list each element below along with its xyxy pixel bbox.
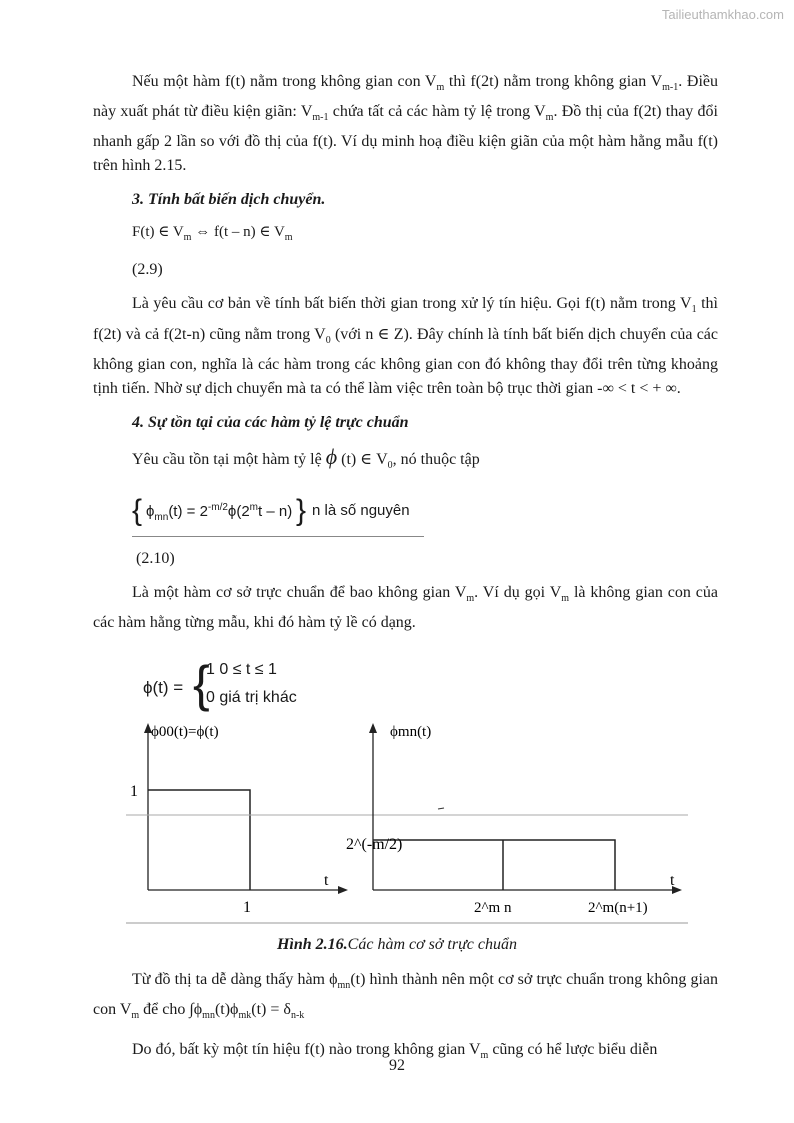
equation-number-2-10: (2.10) bbox=[136, 549, 175, 567]
left-axis-t: t bbox=[324, 872, 329, 889]
page-number: 92 bbox=[389, 1057, 405, 1074]
heading-orthonormal-scaling: 4. Sự tồn tại của các hàm tỷ lệ trực chuẩn bbox=[132, 413, 409, 431]
left-chart-label: ϕ00(t)=ϕ(t) bbox=[151, 724, 219, 740]
watermark: Tailieuthamkhao.com bbox=[661, 7, 784, 22]
right-chart-label: ϕmn(t) bbox=[390, 724, 432, 740]
piecewise-lhs: ϕ(t) = bbox=[143, 678, 184, 698]
left-x-tick: 1 bbox=[243, 899, 251, 916]
paragraph-orthonormal-basis: Từ đồ thị ta dễ dàng thấy hàm $\phi_{mn}(t)$ hình thành nên một cơ sở trực chuẩn trong không gian con $V_m$ để cho $\int\phi_{mn}(t)\phi_{mk}(t) = \delta_{n-k}$ bbox=[93, 971, 718, 1022]
piecewise-definition bbox=[143, 656, 718, 721]
equation-2-9: F(t) ∈ $V_m$ ⇔ f(t – n) ∈ $V_m$ bbox=[132, 224, 293, 244]
left-x-arrow-icon bbox=[338, 886, 348, 894]
stray-mark bbox=[438, 808, 444, 809]
paragraph-representation: Do đó, bất kỳ một tín hiệu f(t) nào trong không gian $V_m$ cũng có hể lược biểu diễn bbox=[132, 1041, 658, 1062]
left-y-tick: 1 bbox=[130, 783, 138, 800]
right-brace: } bbox=[296, 493, 307, 527]
figure-caption: Hình 2.16.Các hàm cơ sở trực chuẩn bbox=[276, 936, 518, 953]
equation-number-2-9: (2.9) bbox=[132, 261, 163, 279]
right-y-tick: 2^(-m/2) bbox=[346, 836, 403, 853]
right-y-arrow-icon bbox=[369, 723, 377, 733]
right-pulse bbox=[373, 840, 615, 890]
piecewise-brace: { bbox=[193, 656, 210, 713]
right-axis-t: t bbox=[670, 872, 675, 889]
paragraph-shift-invariance: Là yêu cầu cơ bản về tính bất biến thời gian trong xử lý tín hiệu. Gọi f(t) nằm trong $V_1$ thì f(2t) và cả f(2t-n) cũng nằm trong $V_0$ (với n ∈ Z). Đây chính là tính bất biến dịch chuyển của các không gian con, nghĩa là các hàm trong các không gian con đó không thay đổi trên từng khoảng tịnh tiến. Nhờ sự dịch chuyển mà ta có thể làm việc trên toàn bộ trục thời gian -∞ < t < + ∞. bbox=[93, 295, 719, 397]
equation-2-10 bbox=[132, 490, 424, 537]
right-x-tick-2: 2^m(n+1) bbox=[588, 900, 648, 916]
heading-shift-invariance: 3. Tính bất biến dịch chuyển. bbox=[132, 191, 326, 209]
page-content bbox=[93, 70, 718, 721]
left-pulse bbox=[148, 790, 250, 890]
paragraph-basis: Là một hàm cơ sở trực chuẩn để bao không gian $V_m$. Ví dụ gọi $V_m$ là không gian con của các hàm hằng từng mẫu, khi đó hàm tỷ lề có dạng. bbox=[93, 583, 718, 632]
piecewise-row-2: 0 giá trị khác bbox=[206, 689, 297, 707]
equation-2-10-condition: n là số nguyên bbox=[312, 501, 410, 519]
piecewise-row-1: 1 0 ≤ t ≤ 1 bbox=[206, 661, 277, 679]
orthonormal-basis-figure bbox=[118, 715, 690, 929]
paragraph-dilation: Nếu một hàm f(t) nằm trong không gian con $V_m$ thì f(2t) nằm trong không gian $V_{m-1}$. Điều này xuất phát từ điều kiện giãn: $V_{m-1}$ chứa tất cả các hàm tỷ lệ trong $V_m$. Đồ thị của f(2t) thay đổi nhanh gấp 2 lần so với đồ thị của f(t). Ví dụ minh hoạ điều kiện giãn của một hàm hằng mẫu f(t) trên hình 2.15. bbox=[93, 73, 719, 175]
page-content-after-figure bbox=[93, 968, 718, 1069]
left-brace: { bbox=[132, 493, 143, 527]
equation-2-10-expression: $\phi_{mn}(t) = 2^{-m/2}\phi(2^mt - n)$ bbox=[146, 501, 293, 523]
paragraph-scaling-function: Yêu cầu tồn tại một hàm tỷ lệ ϕ (t) ∈ $V_0$, nó thuộc tập bbox=[132, 443, 480, 471]
right-x-tick-1: 2^m n bbox=[474, 900, 512, 916]
